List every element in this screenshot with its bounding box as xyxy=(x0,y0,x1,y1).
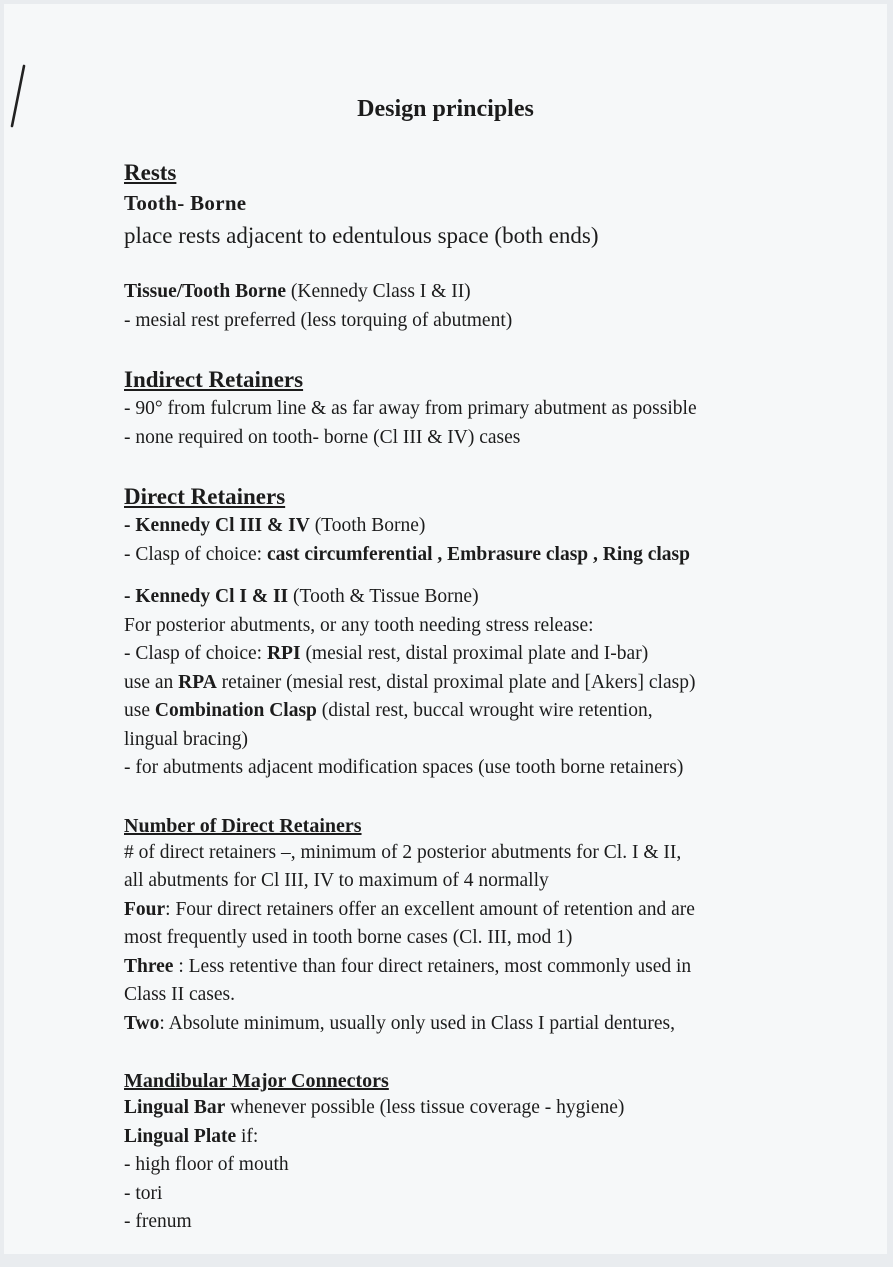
tissue-tooth-borne-line: Tissue/Tooth Borne (Kennedy Class I & II) xyxy=(124,281,471,302)
direct-line-4: For posterior abutments, or any tooth needing stress release: xyxy=(124,614,594,636)
document-page xyxy=(4,4,887,1254)
mandibular-connectors-heading: Mandibular Major Connectors xyxy=(124,1070,389,1092)
direct-line-8: lingual bracing) xyxy=(124,728,248,750)
number-line-7: Two: Absolute minimum, usually only used in Class I partial dentures, xyxy=(124,1012,676,1034)
number-line-1: # of direct retainers –, minimum of 2 posterior abutments for Cl. I & II, xyxy=(124,841,682,863)
mandibular-line-4: - tori xyxy=(124,1182,163,1204)
number-line-6: Class II cases. xyxy=(124,984,236,1005)
rests-heading: Rests xyxy=(124,160,177,185)
tooth-borne-subheading: Tooth- Borne xyxy=(124,191,247,215)
mandibular-line-3: - high floor of mouth xyxy=(124,1154,289,1175)
indirect-line-2: - none required on tooth- borne (Cl III & IV) cases xyxy=(124,426,521,448)
document-body xyxy=(124,158,804,1237)
number-line-2: all abutments for Cl III, IV to maximum of 4 normally xyxy=(124,870,549,891)
mandibular-line-5: - frenum xyxy=(124,1211,192,1232)
tissue-tooth-borne-label: Tissue/Tooth Borne xyxy=(124,281,287,302)
direct-line-2: - Clasp of choice: cast circumferential , Embrasure clasp , Ring clasp xyxy=(124,543,690,565)
direct-line-3: - Kennedy Cl I & II (Tooth & Tissue Borne) xyxy=(124,586,479,607)
mandibular-line-2: Lingual Plate if: xyxy=(124,1125,259,1147)
number-line-4: most frequently used in tooth borne cases (Cl. III, mod 1) xyxy=(124,927,573,948)
page-title: Design principles xyxy=(357,96,534,122)
direct-line-9: - for abutments adjacent modification spaces (use tooth borne retainers) xyxy=(124,757,684,778)
mandibular-line-1: Lingual Bar whenever possible (less tissue coverage - hygiene) xyxy=(124,1097,625,1118)
direct-line-5: - Clasp of choice: RPI (mesial rest, distal proximal plate and I-bar) xyxy=(124,643,649,664)
indirect-retainers-heading: Indirect Retainers xyxy=(124,367,304,392)
mesial-rest-line: - mesial rest preferred (less torquing of abutment) xyxy=(124,309,513,331)
direct-line-7: use Combination Clasp (distal rest, buccal wrought wire retention, xyxy=(124,700,653,721)
indirect-line-1: - 90° from fulcrum line & as far away from primary abutment as possible xyxy=(124,398,697,419)
tooth-borne-text: place rests adjacent to edentulous space (both ends) xyxy=(124,223,599,248)
direct-retainers-heading: Direct Retainers xyxy=(124,484,286,509)
direct-line-6: use an RPA retainer (mesial rest, distal proximal plate and [Akers] clasp) xyxy=(124,671,696,693)
number-line-3: Four: Four direct retainers offer an excellent amount of retention and are xyxy=(124,898,695,920)
direct-line-1: - Kennedy Cl III & IV (Tooth Borne) xyxy=(124,515,426,536)
number-direct-retainers-heading: Number of Direct Retainers xyxy=(124,814,362,837)
number-line-5: Three : Less retentive than four direct retainers, most commonly used in xyxy=(124,955,692,977)
